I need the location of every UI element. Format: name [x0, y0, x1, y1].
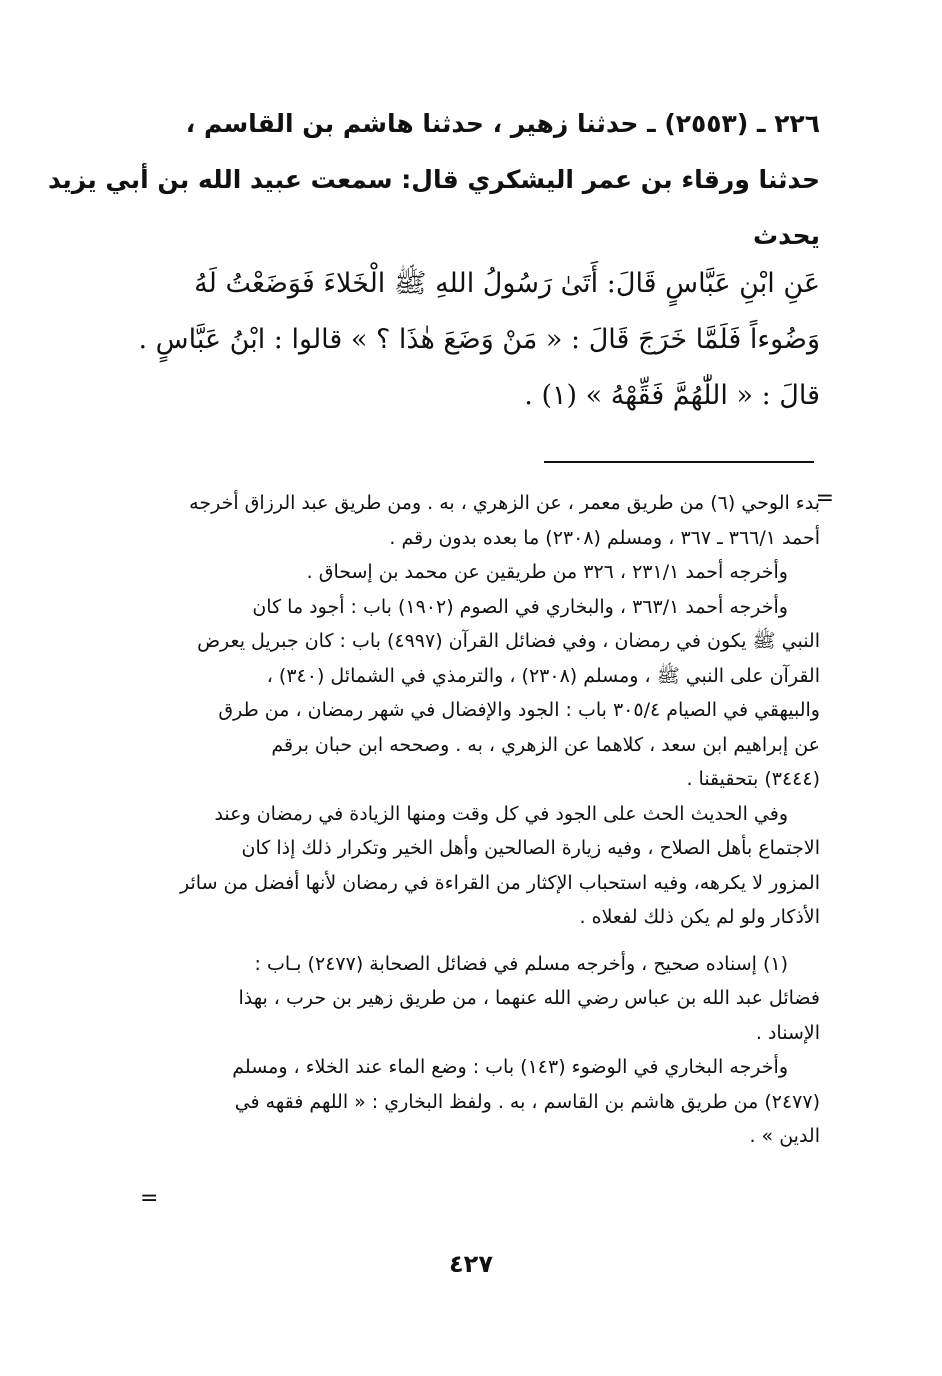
- footnote-line: القرآن على النبي ﷺ ، ومسلم (٢٣٠٨) ، والترمذي في الشمائل (٣٤٠) ،: [266, 664, 820, 687]
- footnote-paragraph: [128, 797, 820, 935]
- isnad-line: ٢٢٦ ـ (٢٥٥٣) ـ حدثنا زهير ، حدثنا هاشم بن القاسم ،: [185, 109, 820, 138]
- footnote-line: (٣٤٤٤) بتحقيقنا .: [686, 768, 820, 790]
- matn-line: عَنِ ابْنِ عَبَّاسٍ قَالَ: أَتَىٰ رَسُولُ اللهِ ﷺ الْخَلاءَ فَوَضَعْتُ لَهُ: [194, 268, 820, 299]
- footnote-paragraph: [128, 947, 820, 1051]
- footnote-paragraph: [128, 1050, 820, 1154]
- footnote-line: وأخرجه أحمد ٢٣١/١ ، ٣٢٦ من طريقين عن محمد بن إسحاق .: [306, 561, 788, 583]
- footnote-line: الإسناد .: [755, 1021, 820, 1044]
- footnote-line: المزور لا يكرهه، وفيه استحباب الإكثار من القراءة في رمضان لأنها أفضل من سائر: [180, 871, 820, 894]
- footnote-paragraph: [128, 555, 820, 590]
- footnote-line: فضائل عبد الله بن عباس رضي الله عنهما ، من طريق زهير بن حرب ، بهذا: [238, 987, 820, 1009]
- page-number: ٤٢٧: [449, 1250, 493, 1278]
- isnad-line: يحدث: [753, 221, 820, 250]
- footnote-line: بدء الوحي (٦) من طريق معمر ، عن الزهري ، به . ومن طريق عبد الرزاق أخرجه: [189, 492, 820, 514]
- footnote-line: أحمد ٣٦٦/١ ـ ٣٦٧ ، ومسلم (٢٣٠٨) ما بعده بدون رقم .: [389, 526, 820, 549]
- footnote-line: الاجتماع بأهل الصلاح ، وفيه زيارة الصالحين وأهل الخير وتكرار ذلك إذا كان: [241, 837, 820, 859]
- footnotes: [128, 486, 820, 1154]
- footnote-separator: [544, 461, 814, 463]
- footnote-line: الدين » .: [749, 1125, 820, 1147]
- footnote-line: (٢٤٧٧) من طريق هاشم بن القاسم ، به . ولفظ البخاري : « اللهم فقهه في: [234, 1090, 820, 1113]
- continuation-end-mark: =: [140, 1186, 159, 1211]
- footnote-line: وأخرجه أحمد ٣٦٣/١ ، والبخاري في الصوم (١٩٠٢) باب : أجود ما كان: [252, 595, 788, 618]
- footnote-line: النبي ﷺ يكون في رمضان ، وفي فضائل القرآن (٤٩٩٧) باب : كان جبريل يعرض: [197, 630, 820, 652]
- matn-line: وَضُوءاً فَلَمَّا خَرَجَ قَالَ : « مَنْ وَضَعَ هٰذَا ؟ » قالوا : ابْنُ عَبَّاسٍ .: [138, 324, 820, 355]
- footnote-line: والبيهقي في الصيام ٣٠٥/٤ باب : الجود والإفضال في شهر رمضان ، من طرق: [218, 699, 820, 721]
- footnote-gap: [128, 935, 820, 947]
- continuation-mark: =: [815, 486, 834, 511]
- footnote-line: وفي الحديث الحث على الجود في كل وقت ومنها الزيادة في رمضان وعند: [214, 802, 788, 825]
- isnad-line: حدثنا ورقاء بن عمر اليشكري قال: سمعت عبيد الله بن أبي يزيد: [47, 165, 820, 194]
- footnote-line: وأخرجه البخاري في الوضوء (١٤٣) باب : وضع الماء عند الخلاء ، ومسلم: [232, 1056, 788, 1078]
- matn-line: قالَ : « اللّٰهُمَّ فَقِّهْهُ » (١) .: [524, 380, 820, 411]
- hadith-matn: [122, 256, 820, 424]
- footnote-paragraph: [128, 590, 820, 797]
- hadith-isnad: [47, 96, 820, 264]
- footnote-line: عن إبراهيم ابن سعد ، كلاهما عن الزهري ، به . وصححه ابن حبان برقم: [271, 733, 820, 756]
- footnote-line: الأذكار ولو لم يكن ذلك لفعلاه .: [579, 906, 820, 928]
- footnote-line: (١) إسناده صحيح ، وأخرجه مسلم في فضائل الصحابة (٢٤٧٧) بـاب :: [254, 952, 788, 975]
- footnote-paragraph: [128, 486, 820, 555]
